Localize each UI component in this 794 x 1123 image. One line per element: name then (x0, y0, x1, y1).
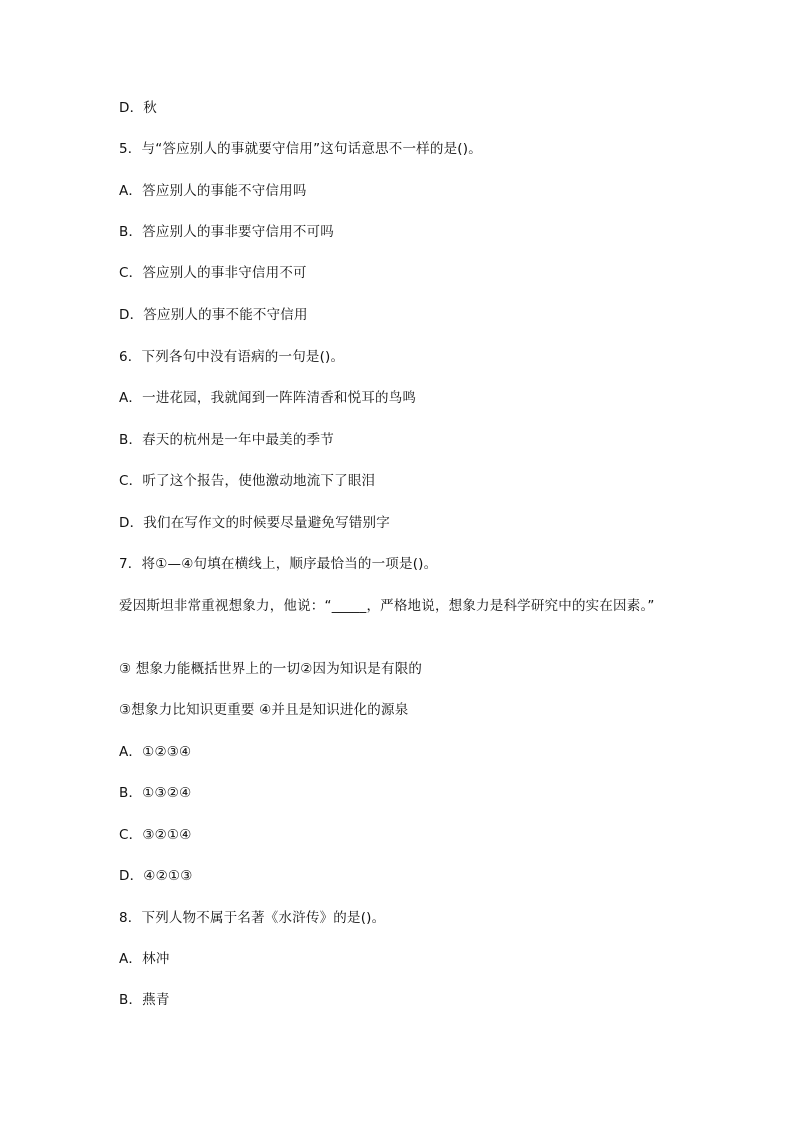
option-d-q5: D．答应别人的事不能不守信用 (119, 307, 308, 323)
option-c-q5: C．答应别人的事非守信用不可 (119, 265, 307, 281)
option-b-q5: B．答应别人的事非要守信用不可吗 (119, 224, 334, 240)
option-d-q7: D．④②①③ (119, 868, 193, 884)
option-b-q6: B．春天的杭州是一年中最美的季节 (119, 432, 334, 448)
question-7-passage: 爱因斯坦非常重视想象力，他说：“_____，严格地说，想象力是科学研究中的实在因素。” (119, 598, 655, 614)
option-a-q7: A．①②③④ (119, 744, 192, 760)
option-c-q6: C．听了这个报告，使他激动地流下了眼泪 (119, 473, 376, 489)
question-7-sentences-1: ③ 想象力能概括世界上的一切②因为知识是有限的 (119, 661, 423, 677)
option-b-q7: B．①③②④ (119, 785, 192, 801)
question-6: 6．下列各句中没有语病的一句是()。 (119, 349, 345, 365)
option-d-q6: D．我们在写作文的时候要尽量避免写错别字 (119, 515, 390, 531)
option-a-q8: A．林冲 (119, 951, 170, 967)
option-d-q4: D．秋 (119, 100, 157, 116)
question-5: 5．与“答应别人的事就要守信用”这句话意思不一样的是()。 (119, 141, 482, 157)
option-c-q7: C．③②①④ (119, 827, 192, 843)
question-7-sentences-2: ③想象力比知识更重要 ④并且是知识进化的源泉 (119, 702, 409, 718)
option-a-q6: A．一进花园，我就闻到一阵阵清香和悦耳的鸟鸣 (119, 390, 417, 406)
question-7: 7．将①—④句填在横线上，顺序最恰当的一项是()。 (119, 556, 438, 572)
option-b-q8: B．燕青 (119, 992, 170, 1008)
option-a-q5: A．答应别人的事能不守信用吗 (119, 183, 307, 199)
question-8: 8．下列人物不属于名著《水浒传》的是()。 (119, 910, 386, 926)
